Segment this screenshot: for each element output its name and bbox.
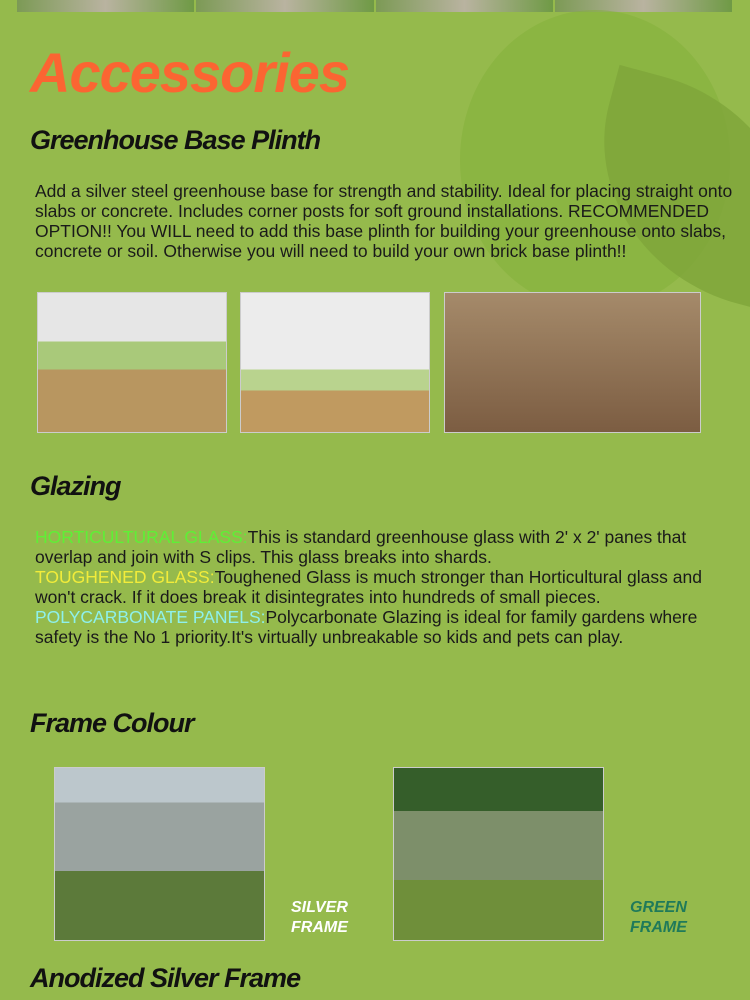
plinth-description: Add a silver steel greenhouse base for strength and stability. Ideal for placing straight onto slabs or concrete. Includes corner posts for soft ground installations. RECOMMENDED OPTION!! You WILL need to add this base plinth for building your greenhouse onto slabs, concrete or soil. Otherwise you will need to build your own brick base plinth!! [35, 181, 733, 261]
plinth-diagram-2 [240, 292, 430, 433]
anodized-heading: Anodized Silver Frame [30, 963, 301, 993]
horticultural-label: HORTICULTURAL GLASS: [35, 527, 248, 547]
polycarbonate-label: POLYCARBONATE PANELS: [35, 607, 266, 627]
green-frame-label: GREEN FRAME [630, 899, 687, 936]
toughened-label: TOUGHENED GLASS: [35, 567, 215, 587]
silver-frame-photo [54, 767, 265, 941]
polycarbonate-text: Polycarbonate Glazing is ideal for family gardens where safety is the No 1 priority.It's virtually unbreakable so kids and pets can play. [35, 607, 698, 647]
plinth-diagram-1 [37, 292, 227, 433]
horticultural-text: This is standard greenhouse glass with 2' x 2' panes that overlap and join with S clips. This glass breaks into shards. [35, 527, 687, 567]
plinth-heading: Greenhouse Base Plinth [30, 125, 321, 155]
top-image-strip [17, 0, 732, 12]
frame-heading: Frame Colour [30, 708, 194, 738]
silver-frame-label: SILVER FRAME [291, 899, 348, 936]
glazing-heading: Glazing [30, 471, 121, 501]
glazing-description [35, 527, 735, 647]
page-title: Accessories [30, 41, 350, 104]
plinth-photo [444, 292, 701, 433]
toughened-text: Toughened Glass is much stronger than Horticultural glass and won't crack. If it does break it disintegrates into hundreds of small pieces. [35, 567, 702, 607]
green-frame-photo [393, 767, 604, 941]
